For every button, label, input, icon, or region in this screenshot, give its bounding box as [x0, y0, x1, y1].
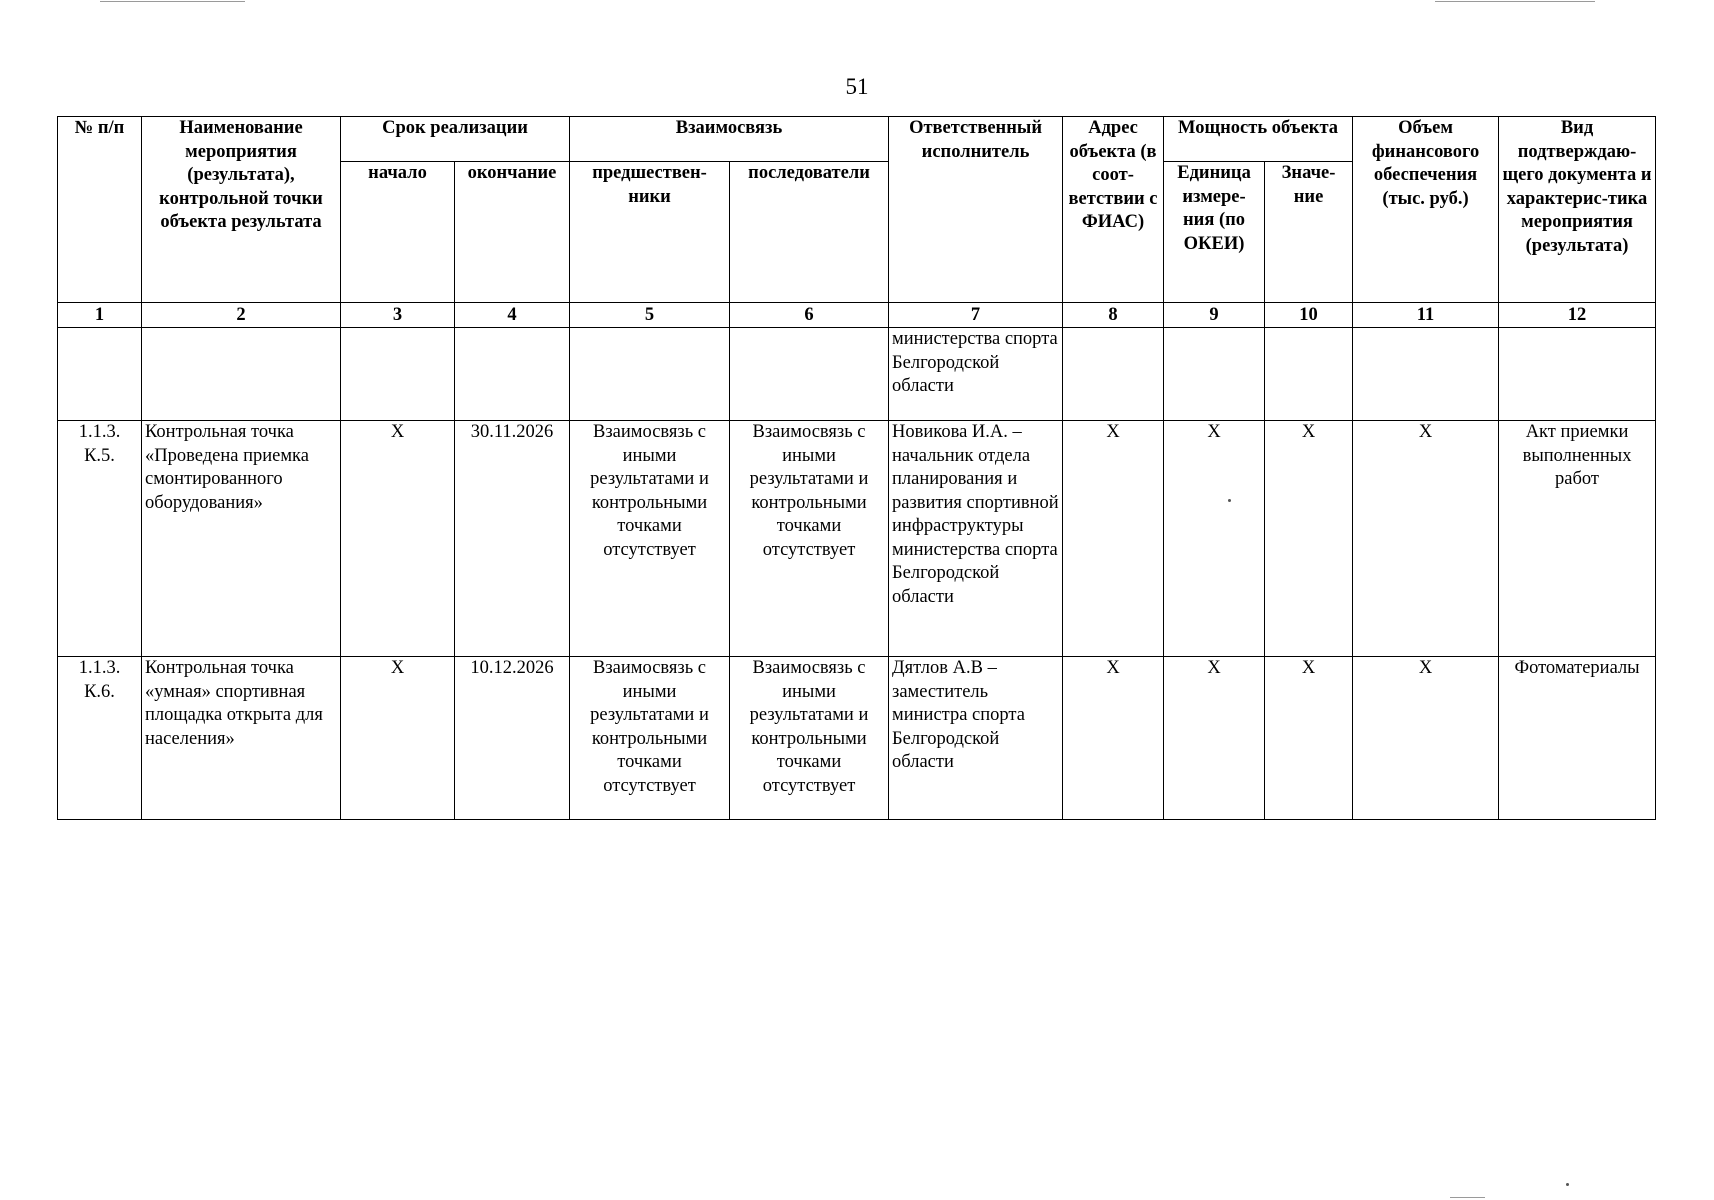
header-row-top	[58, 117, 1656, 162]
plan-table	[57, 116, 1656, 820]
cell-empty	[142, 328, 341, 421]
cell-end: 10.12.2026	[455, 657, 570, 820]
column-number: 7	[889, 303, 1063, 328]
cell-finance: X	[1353, 657, 1499, 820]
cell-finance: X	[1353, 421, 1499, 657]
table-row	[58, 421, 1656, 657]
cell-num: 1.1.3. К.5.	[58, 421, 142, 657]
header-successors: последователи	[730, 162, 889, 303]
cell-unit: X	[1164, 421, 1265, 657]
header-link-group: Взаимосвязь	[570, 117, 889, 162]
header-value: Значе-ние	[1265, 162, 1353, 303]
cell-empty	[455, 328, 570, 421]
column-number: 6	[730, 303, 889, 328]
column-number: 1	[58, 303, 142, 328]
table-row-continuation	[58, 328, 1656, 421]
cell-value: X	[1265, 657, 1353, 820]
scan-edge-line-bottom	[1450, 1197, 1485, 1198]
cell-start: X	[341, 657, 455, 820]
page-number: 51	[845, 74, 869, 99]
cell-address: X	[1063, 657, 1164, 820]
header-unit: Единица измере-ния (по ОКЕИ)	[1164, 162, 1265, 303]
cell-unit: X	[1164, 657, 1265, 820]
table-row	[58, 657, 1656, 820]
cell-end: 30.11.2026	[455, 421, 570, 657]
header-document: Вид подтверждаю-щего документа и характерис-тика мероприятия (результата)	[1499, 117, 1656, 303]
header-address: Адрес объекта (в соот-ветствии с ФИАС)	[1063, 117, 1164, 303]
column-number: 11	[1353, 303, 1499, 328]
cell-empty	[1063, 328, 1164, 421]
cell-value: X	[1265, 421, 1353, 657]
header-predecessors: предшествен-ники	[570, 162, 730, 303]
cell-successors: Взаимосвязь с иными результатами и контрольными точками отсутствует	[730, 421, 889, 657]
scan-edge-line-right	[1435, 1, 1595, 2]
header-name: Наименование мероприятия (результата), контрольной точки объекта результата	[142, 117, 341, 303]
column-number: 5	[570, 303, 730, 328]
cell-responsible: министерства спорта Белгородской области	[889, 328, 1063, 421]
cell-document: Фотоматериалы	[1499, 657, 1656, 820]
cell-predecessors: Взаимосвязь с иными результатами и контрольными точками отсутствует	[570, 657, 730, 820]
scan-speck	[1566, 1183, 1569, 1186]
header-end: окончание	[455, 162, 570, 303]
header-capacity-group: Мощность объекта	[1164, 117, 1353, 162]
header-responsible: Ответственный исполнитель	[889, 117, 1063, 303]
cell-responsible: Новикова И.А. – начальник отдела планирования и развития спортивной инфраструктуры министерства спорта Белгородской области	[889, 421, 1063, 657]
header-finance: Объем финансового обеспечения (тыс. руб.)	[1353, 117, 1499, 303]
column-number: 10	[1265, 303, 1353, 328]
cell-name: Контрольная точка «умная» спортивная площадка открыта для населения»	[142, 657, 341, 820]
column-number: 2	[142, 303, 341, 328]
cell-name: Контрольная точка «Проведена приемка смонтированного оборудования»	[142, 421, 341, 657]
header-term-group: Срок реализации	[341, 117, 570, 162]
column-number: 12	[1499, 303, 1656, 328]
cell-empty	[570, 328, 730, 421]
column-number: 4	[455, 303, 570, 328]
cell-num: 1.1.3. К.6.	[58, 657, 142, 820]
cell-empty	[1265, 328, 1353, 421]
scan-speck	[1228, 499, 1231, 502]
column-number: 8	[1063, 303, 1164, 328]
cell-predecessors: Взаимосвязь с иными результатами и контрольными точками отсутствует	[570, 421, 730, 657]
cell-responsible: Дятлов А.В – заместитель министра спорта Белгородской области	[889, 657, 1063, 820]
column-number: 3	[341, 303, 455, 328]
cell-empty	[58, 328, 142, 421]
cell-empty	[1164, 328, 1265, 421]
cell-empty	[1353, 328, 1499, 421]
scan-edge-line-left	[100, 1, 245, 2]
cell-address: X	[1063, 421, 1164, 657]
cell-successors: Взаимосвязь с иными результатами и контрольными точками отсутствует	[730, 657, 889, 820]
header-num: № п/п	[58, 117, 142, 303]
cell-empty	[341, 328, 455, 421]
column-numbers-row	[58, 303, 1656, 328]
header-start: начало	[341, 162, 455, 303]
column-number: 9	[1164, 303, 1265, 328]
cell-empty	[1499, 328, 1656, 421]
cell-empty	[730, 328, 889, 421]
cell-document: Акт приемки выполненных работ	[1499, 421, 1656, 657]
cell-start: X	[341, 421, 455, 657]
